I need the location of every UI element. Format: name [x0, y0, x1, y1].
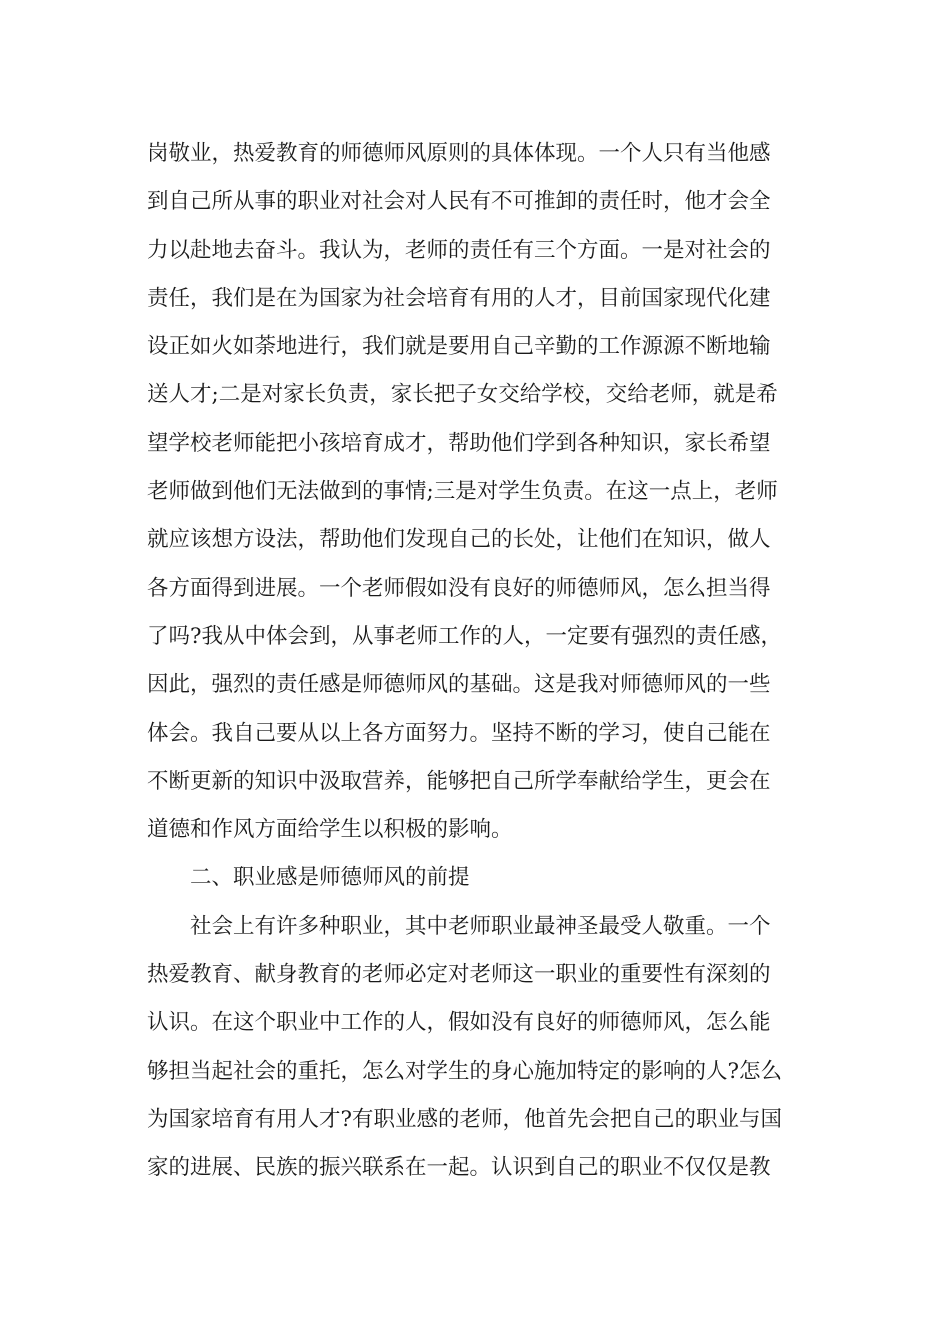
text-line: 因此，强烈的责任感是师德师风的基础。这是我对师德师风的一些	[147, 672, 771, 698]
text-line: 了吗?我从中体会到，从事老师工作的人，一定要有强烈的责任感，	[147, 623, 783, 649]
section-heading: 二、职业感是师德师风的前提	[190, 865, 470, 891]
paragraph-1	[147, 130, 817, 854]
text-line: 够担当起社会的重托，怎么对学生的身心施加特定的影响的人?怎么	[147, 1058, 783, 1084]
text-line: 认识。在这个职业中工作的人，假如没有良好的师德师风，怎么能	[147, 1010, 771, 1036]
paragraph-2	[147, 903, 817, 1193]
text-line: 不断更新的知识中汲取营养，能够把自己所学奉献给学生，更会在	[147, 768, 771, 794]
text-line: 责任，我们是在为国家为社会培育有用的人才，目前国家现代化建	[147, 285, 771, 311]
document-body	[147, 130, 817, 1193]
text-line: 望学校老师能把小孩培育成才，帮助他们学到各种知识，家长希望	[147, 430, 771, 456]
text-line: 家的进展、民族的振兴联系在一起。认识到自己的职业不仅仅是教	[147, 1155, 771, 1181]
text-line: 老师做到他们无法做到的事情;三是对学生负责。在这一点上，老师	[147, 479, 778, 505]
text-line: 各方面得到进展。一个老师假如没有良好的师德师风，怎么担当得	[147, 575, 771, 601]
text-line: 为国家培育有用人才?有职业感的老师，他首先会把自己的职业与国	[147, 1106, 783, 1132]
text-line: 社会上有许多种职业，其中老师职业最神圣最受人敬重。一个	[190, 913, 771, 939]
text-line: 设正如火如荼地进行，我们就是要用自己辛勤的工作源源不断地输	[147, 334, 771, 360]
text-line: 道德和作风方面给学生以积极的影响。	[147, 817, 513, 843]
text-line: 体会。我自己要从以上各方面努力。坚持不断的学习，使自己能在	[147, 720, 771, 746]
text-line: 岗敬业，热爱教育的师德师风原则的具体体现。一个人只有当他感	[147, 141, 771, 166]
text-line: 到自己所从事的职业对社会对人民有不可推卸的责任时，他才会全	[147, 189, 771, 215]
text-line: 热爱教育、献身教育的老师必定对老师这一职业的重要性有深刻的	[147, 962, 771, 988]
text-line: 就应该想方设法，帮助他们发现自己的长处，让他们在知识，做人	[147, 527, 771, 553]
text-line: 送人才;二是对家长负责，家长把子女交给学校，交给老师，就是希	[147, 382, 778, 408]
text-line: 力以赴地去奋斗。我认为，老师的责任有三个方面。一是对社会的	[147, 237, 771, 263]
